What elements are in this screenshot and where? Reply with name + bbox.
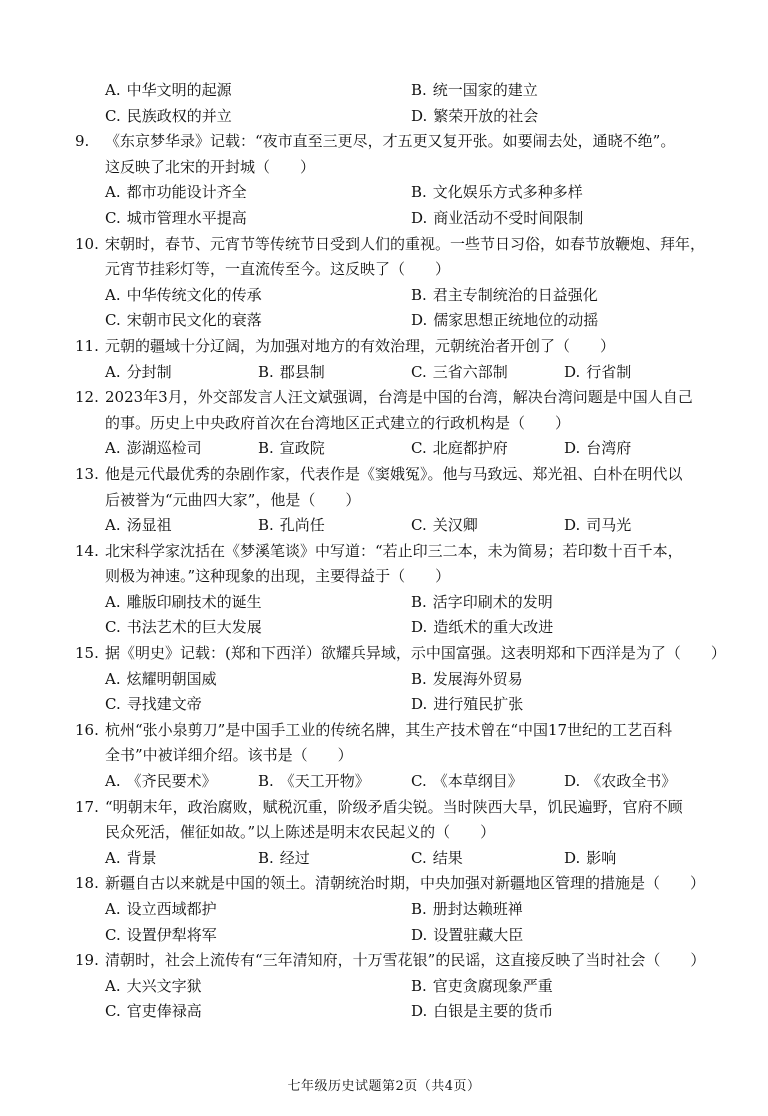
option-c [411, 513, 564, 539]
question-stem-line: 全书”中被详细介绍。该书是（ ） [105, 746, 353, 765]
option-letter: A. [105, 183, 121, 202]
options-row [105, 999, 726, 1025]
option-letter: D. [411, 311, 428, 330]
option-letter: D. [564, 848, 581, 867]
question-stem-line: 新疆自古以来就是中国的领土。清朝统治时期，中央加强对新疆地区管理的措施是（ ） [105, 874, 706, 893]
option-letter: B. [258, 362, 274, 381]
option-text: 影响 [586, 848, 617, 867]
question-number: 13. [75, 464, 99, 483]
question-stem-line: 民众死活，催征如故。”以上陈述是明末农民起义的（ ） [105, 823, 496, 842]
option-a [105, 974, 411, 1000]
question-stem-line: 这反映了北宋的开封城（ ） [105, 157, 316, 176]
option-text: 孔尚任 [279, 516, 325, 535]
option-letter: A. [105, 848, 121, 867]
option-letter: C. [411, 772, 427, 791]
option-b [411, 667, 717, 693]
option-a [105, 769, 258, 795]
option-text: 君主专制统治的日益强化 [432, 285, 598, 304]
option-b [411, 974, 717, 1000]
option-letter: B. [411, 183, 427, 202]
option-letter: C. [105, 208, 121, 227]
option-text: 儒家思想正统地位的动摇 [433, 311, 599, 330]
question-10 [0, 232, 768, 334]
question-12 [0, 385, 768, 462]
option-letter: C. [105, 695, 121, 714]
option-b: B. 统一国家的建立 [411, 81, 538, 99]
option-text: 宣政院 [279, 439, 325, 458]
option-b [411, 283, 717, 309]
option-letter: D. [411, 208, 428, 227]
option-d [564, 513, 631, 539]
option-c [105, 923, 411, 949]
option-text: 关汉卿 [432, 516, 478, 535]
option-letter: A. [105, 362, 121, 381]
option-d: D. 繁荣开放的社会 [411, 106, 539, 125]
option-a [105, 436, 258, 462]
option-letter: B. [411, 592, 427, 611]
question-9 [0, 129, 768, 231]
option-d [564, 436, 631, 462]
option-a [105, 846, 258, 872]
option-letter: D. [564, 772, 581, 791]
option-c [105, 206, 411, 232]
option-text: 行省制 [586, 362, 632, 381]
option-a [105, 360, 258, 386]
option-letter: C. [105, 618, 121, 637]
option-b [411, 180, 717, 206]
option-letter: A. [105, 669, 121, 688]
question-stem-line: 则极为神速。”这种现象的出现，主要得益于（ ） [105, 567, 451, 586]
question-stem-line: 清朝时，社会上流传有“三年清知府，十万雪花银”的民谣，这直接反映了当时社会（ ） [105, 951, 706, 970]
question-15 [0, 641, 768, 718]
options-row [105, 104, 726, 130]
option-c [411, 436, 564, 462]
option-text: 分封制 [126, 362, 172, 381]
option-d [411, 308, 717, 334]
question-16 [0, 718, 768, 795]
option-c: C. 民族政权的并立 [105, 106, 232, 125]
option-text: 《农政全书》 [586, 772, 677, 791]
question-number: 18. [75, 874, 99, 893]
option-letter: A. [105, 439, 121, 458]
question-number: 11. [75, 336, 99, 355]
question-stem-line: 后被誉为“元曲四大家”，他是（ ） [105, 490, 361, 509]
options-row [105, 615, 726, 641]
question-number: 17. [75, 797, 99, 816]
option-b [258, 513, 411, 539]
option-text: 司马光 [586, 516, 632, 535]
question-number: 14. [75, 541, 99, 560]
option-a: A. 中华文明的起源 [105, 81, 232, 99]
exam-page [0, 78, 768, 1025]
options-row [105, 283, 726, 309]
question-number: 19. [75, 951, 99, 970]
option-letter: C. [411, 439, 427, 458]
option-a [105, 513, 258, 539]
option-letter: B. [411, 285, 427, 304]
option-text: 商业活动不受时间限制 [433, 208, 584, 227]
option-d [411, 692, 717, 718]
option-text: 设置驻藏大臣 [433, 925, 524, 944]
option-letter: A. [105, 516, 121, 535]
option-letter: C. [411, 362, 427, 381]
option-text: 大兴文字狱 [126, 976, 202, 995]
option-text: 炫耀明朝国威 [126, 669, 217, 688]
option-b [411, 897, 717, 923]
option-text: 台湾府 [586, 439, 632, 458]
option-letter: A. [105, 772, 121, 791]
option-text: 设立西域都护 [126, 900, 217, 918]
question-stem-line: 的事。历史上中央政府首次在台湾地区正式建立的行政机构是（ ） [105, 413, 571, 432]
option-text: 《本草纲目》 [432, 772, 523, 791]
option-text: 设置伊犁将军 [126, 925, 217, 944]
options-row [105, 769, 726, 795]
option-letter: B. [258, 772, 274, 791]
option-letter: B. [258, 848, 274, 867]
question-stem-line: 他是元代最优秀的杂剧作家，代表作是《窦娥冤》。他与马致远、郑光祖、白朴在明代以 [105, 464, 683, 483]
question-17 [0, 795, 768, 872]
option-text: 澎湖巡检司 [126, 439, 202, 458]
question-number: 12. [75, 388, 99, 407]
option-text: 三省六部制 [432, 362, 508, 381]
options-row [105, 974, 726, 1000]
option-text: 造纸术的重大改进 [433, 618, 554, 637]
option-letter: D. [564, 516, 581, 535]
option-a [105, 590, 411, 616]
option-d [564, 360, 631, 386]
option-text: 活字印刷术的发明 [432, 592, 553, 611]
option-text: 发展海外贸易 [432, 669, 523, 688]
option-d [411, 206, 717, 232]
option-letter: D. [564, 362, 581, 381]
option-letter: D. [411, 695, 428, 714]
option-text: 郡县制 [279, 362, 325, 381]
option-c [411, 769, 564, 795]
option-text: 雕版印刷技术的诞生 [126, 592, 262, 611]
option-text: 文化娱乐方式多种多样 [432, 183, 583, 202]
option-text: 《齐民要术》 [126, 772, 217, 791]
question-13 [0, 462, 768, 539]
option-text: 汤显祖 [126, 516, 172, 535]
option-text: 城市管理水平提高 [126, 208, 247, 227]
option-text: 北庭都护府 [432, 439, 508, 458]
option-text: 都市功能设计齐全 [126, 183, 247, 202]
option-text: 背景 [126, 848, 157, 867]
question-18 [0, 871, 768, 948]
options-row [105, 308, 726, 334]
option-d [411, 999, 717, 1025]
options-row [105, 436, 726, 462]
question-number: 16. [75, 720, 99, 739]
options-row [105, 360, 726, 386]
options-row [105, 206, 726, 232]
option-text: 册封达赖班禅 [432, 900, 523, 918]
question-stem-line: 据《明史》记载：(郑和下西洋）欲耀兵异域，示中国富强。这表明郑和下西洋是为了（ ） [105, 644, 726, 663]
option-d [411, 923, 717, 949]
option-b [411, 590, 717, 616]
page-footer: 七年级历史试题第2页（共4页） [287, 1079, 481, 1094]
options-row [105, 846, 726, 872]
option-b [258, 846, 411, 872]
option-a [105, 180, 411, 206]
option-c [411, 846, 564, 872]
option-c [105, 692, 411, 718]
question-number: 15. [75, 644, 99, 663]
option-letter: D. [411, 925, 428, 944]
question-stem-line: 元宵节挂彩灯等，一直流传至今。这反映了（ ） [105, 260, 451, 279]
option-letter: A. [105, 285, 121, 304]
question-stem-line: 2023年3月，外交部发言人汪文斌强调，台湾是中国的台湾，解决台湾问题是中国人自己 [105, 388, 693, 407]
option-b [258, 436, 411, 462]
option-a [105, 667, 411, 693]
option-d [564, 769, 676, 795]
question-stem-line: 《东京梦华录》记载：“夜市直至三更尽，才五更又复开张。如要闹去处，通晓不绝”。 [105, 132, 676, 151]
option-text: 白银是主要的货币 [433, 1002, 554, 1021]
question-list [0, 129, 768, 1025]
option-text: 中华传统文化的传承 [126, 285, 262, 304]
option-letter: B. [258, 439, 274, 458]
option-letter: B. [411, 976, 427, 995]
option-text: 《天工开物》 [279, 772, 370, 791]
options-row [105, 667, 726, 693]
option-c [105, 999, 411, 1025]
question-number: 10. [75, 234, 99, 253]
option-letter: A. [105, 592, 121, 611]
question-stem-line: 杭州“张小泉剪刀”是中国手工业的传统名牌，其生产技术曾在“中国17世纪的工艺百科 [105, 720, 673, 739]
options-row [105, 923, 726, 949]
option-c [411, 360, 564, 386]
option-text: 结果 [432, 848, 463, 867]
option-c [105, 615, 411, 641]
option-text: 宋朝市民文化的衰落 [126, 311, 262, 330]
options-row [105, 513, 726, 539]
question-number: 9. [75, 132, 90, 151]
options-row [105, 180, 726, 206]
option-d [411, 615, 717, 641]
question-stem-line: “明朝末年，政治腐败，赋税沉重，阶级矛盾尖锐。当时陕西大旱，饥民遍野，官府不顾 [105, 797, 683, 816]
option-letter: D. [411, 1002, 428, 1021]
options-row [105, 692, 726, 718]
option-text: 官吏俸禄高 [126, 1002, 202, 1021]
option-b [258, 769, 411, 795]
option-letter: B. [411, 669, 427, 688]
question-11 [0, 334, 768, 385]
option-d [564, 846, 616, 872]
options-row [105, 897, 726, 923]
question-stem-line: 北宋科学家沈括在《梦溪笔谈》中写道：“若止印三二本，未为简易；若印数十百千本， [105, 541, 683, 560]
option-letter: B. [258, 516, 274, 535]
question-stem-line: 宋朝时，春节、元宵节等传统节日受到人们的重视。一些节日习俗，如春节放鞭炮、拜年， [105, 234, 706, 253]
option-c [105, 308, 411, 334]
option-text: 寻找建文帝 [126, 695, 202, 714]
option-letter: C. [411, 848, 427, 867]
option-b [258, 360, 411, 386]
option-a [105, 283, 411, 309]
option-letter: A. [105, 976, 121, 995]
option-letter: C. [411, 516, 427, 535]
option-text: 经过 [279, 848, 310, 867]
option-letter: C. [105, 311, 121, 330]
option-letter: C. [105, 1002, 121, 1021]
option-letter: D. [564, 439, 581, 458]
option-letter: B. [411, 900, 427, 918]
option-text: 进行殖民扩张 [433, 695, 524, 714]
options-row [105, 78, 726, 104]
question-8-continued [0, 78, 768, 129]
option-letter: C. [105, 925, 121, 944]
option-text: 书法艺术的巨大发展 [126, 618, 262, 637]
option-text: 官吏贪腐现象严重 [432, 976, 553, 995]
question-14 [0, 539, 768, 641]
question-19 [0, 948, 768, 1025]
option-a [105, 897, 411, 923]
option-letter: D. [411, 618, 428, 637]
options-row [105, 590, 726, 616]
question-stem-line: 元朝的疆域十分辽阔，为加强对地方的有效治理，元朝统治者开创了（ ） [105, 336, 616, 355]
option-letter: A. [105, 900, 121, 918]
